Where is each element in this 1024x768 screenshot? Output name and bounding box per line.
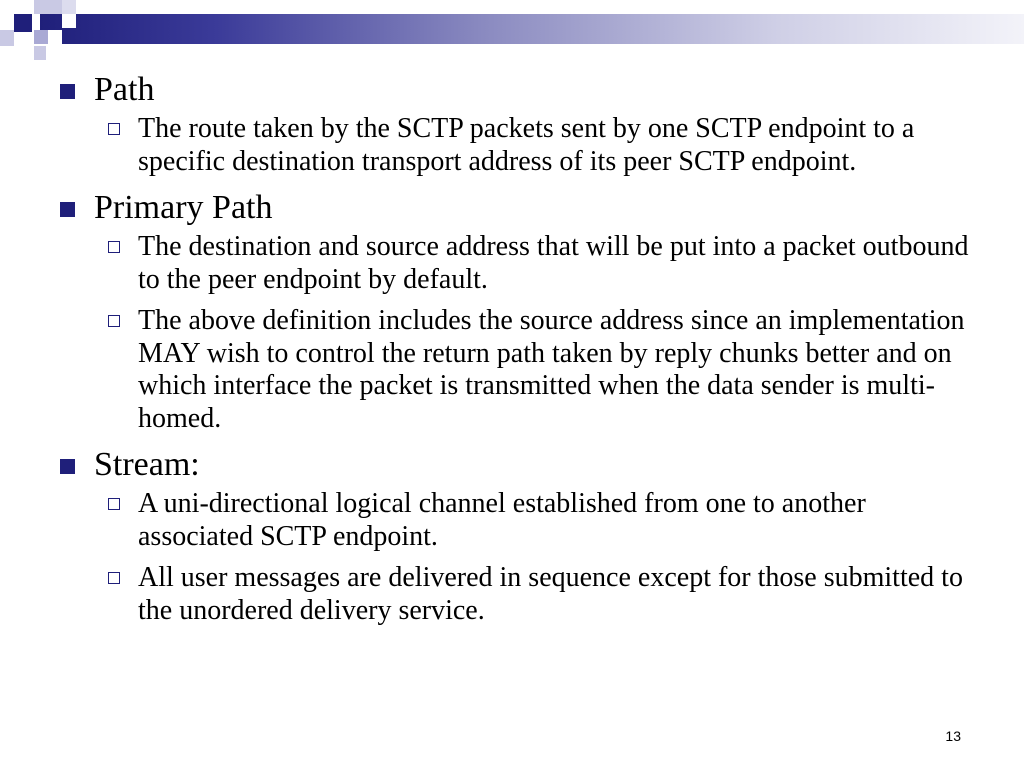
decor-square [34,46,46,60]
sub-bullet [138,562,976,627]
sub-bullet [138,305,976,435]
decor-square [34,30,48,44]
square-bullet-icon [60,202,75,217]
hollow-square-bullet-icon [108,315,120,327]
sub-bullet-text: The destination and source address that will be put into a packet outbound to the peer endpoint by default. [138,231,969,295]
decor-square [62,0,76,14]
bullet-primary-path [56,188,976,228]
sub-bullet-text: The above definition includes the source address since an implementation MAY wish to control the return path taken by reply chunks better and on which interface the packet is transmitted when the data sender is multi-homed. [138,305,965,434]
sub-bullet-text: All user messages are delivered in sequence except for those submitted to the unordered delivery service. [138,562,963,626]
hollow-square-bullet-icon [108,123,120,135]
hollow-square-bullet-icon [108,572,120,584]
bullet-stream [56,445,976,485]
decor-square [34,0,62,14]
square-bullet-icon [60,84,75,99]
sub-bullet [138,231,976,296]
sub-bullet-text: A uni-directional logical channel established from one to another associated SCTP endpoint. [138,488,866,552]
bullet-heading: Path [94,71,155,108]
bullet-path [56,70,976,110]
decor-square [48,30,62,44]
sub-bullet-text: The route taken by the SCTP packets sent by one SCTP endpoint to a specific destination transport address of its peer SCTP endpoint. [138,113,915,177]
decor-square [62,14,76,28]
header-gradient-bar [40,14,1024,44]
bullet-heading: Primary Path [94,189,273,226]
bullet-heading: Stream: [94,446,200,483]
sub-bullet [138,113,976,178]
bullet-list [56,70,976,636]
hollow-square-bullet-icon [108,241,120,253]
decor-square [0,30,14,46]
page-number: 13 [945,728,961,744]
hollow-square-bullet-icon [108,498,120,510]
decor-square [14,14,32,32]
square-bullet-icon [60,459,75,474]
sub-bullet [138,488,976,553]
